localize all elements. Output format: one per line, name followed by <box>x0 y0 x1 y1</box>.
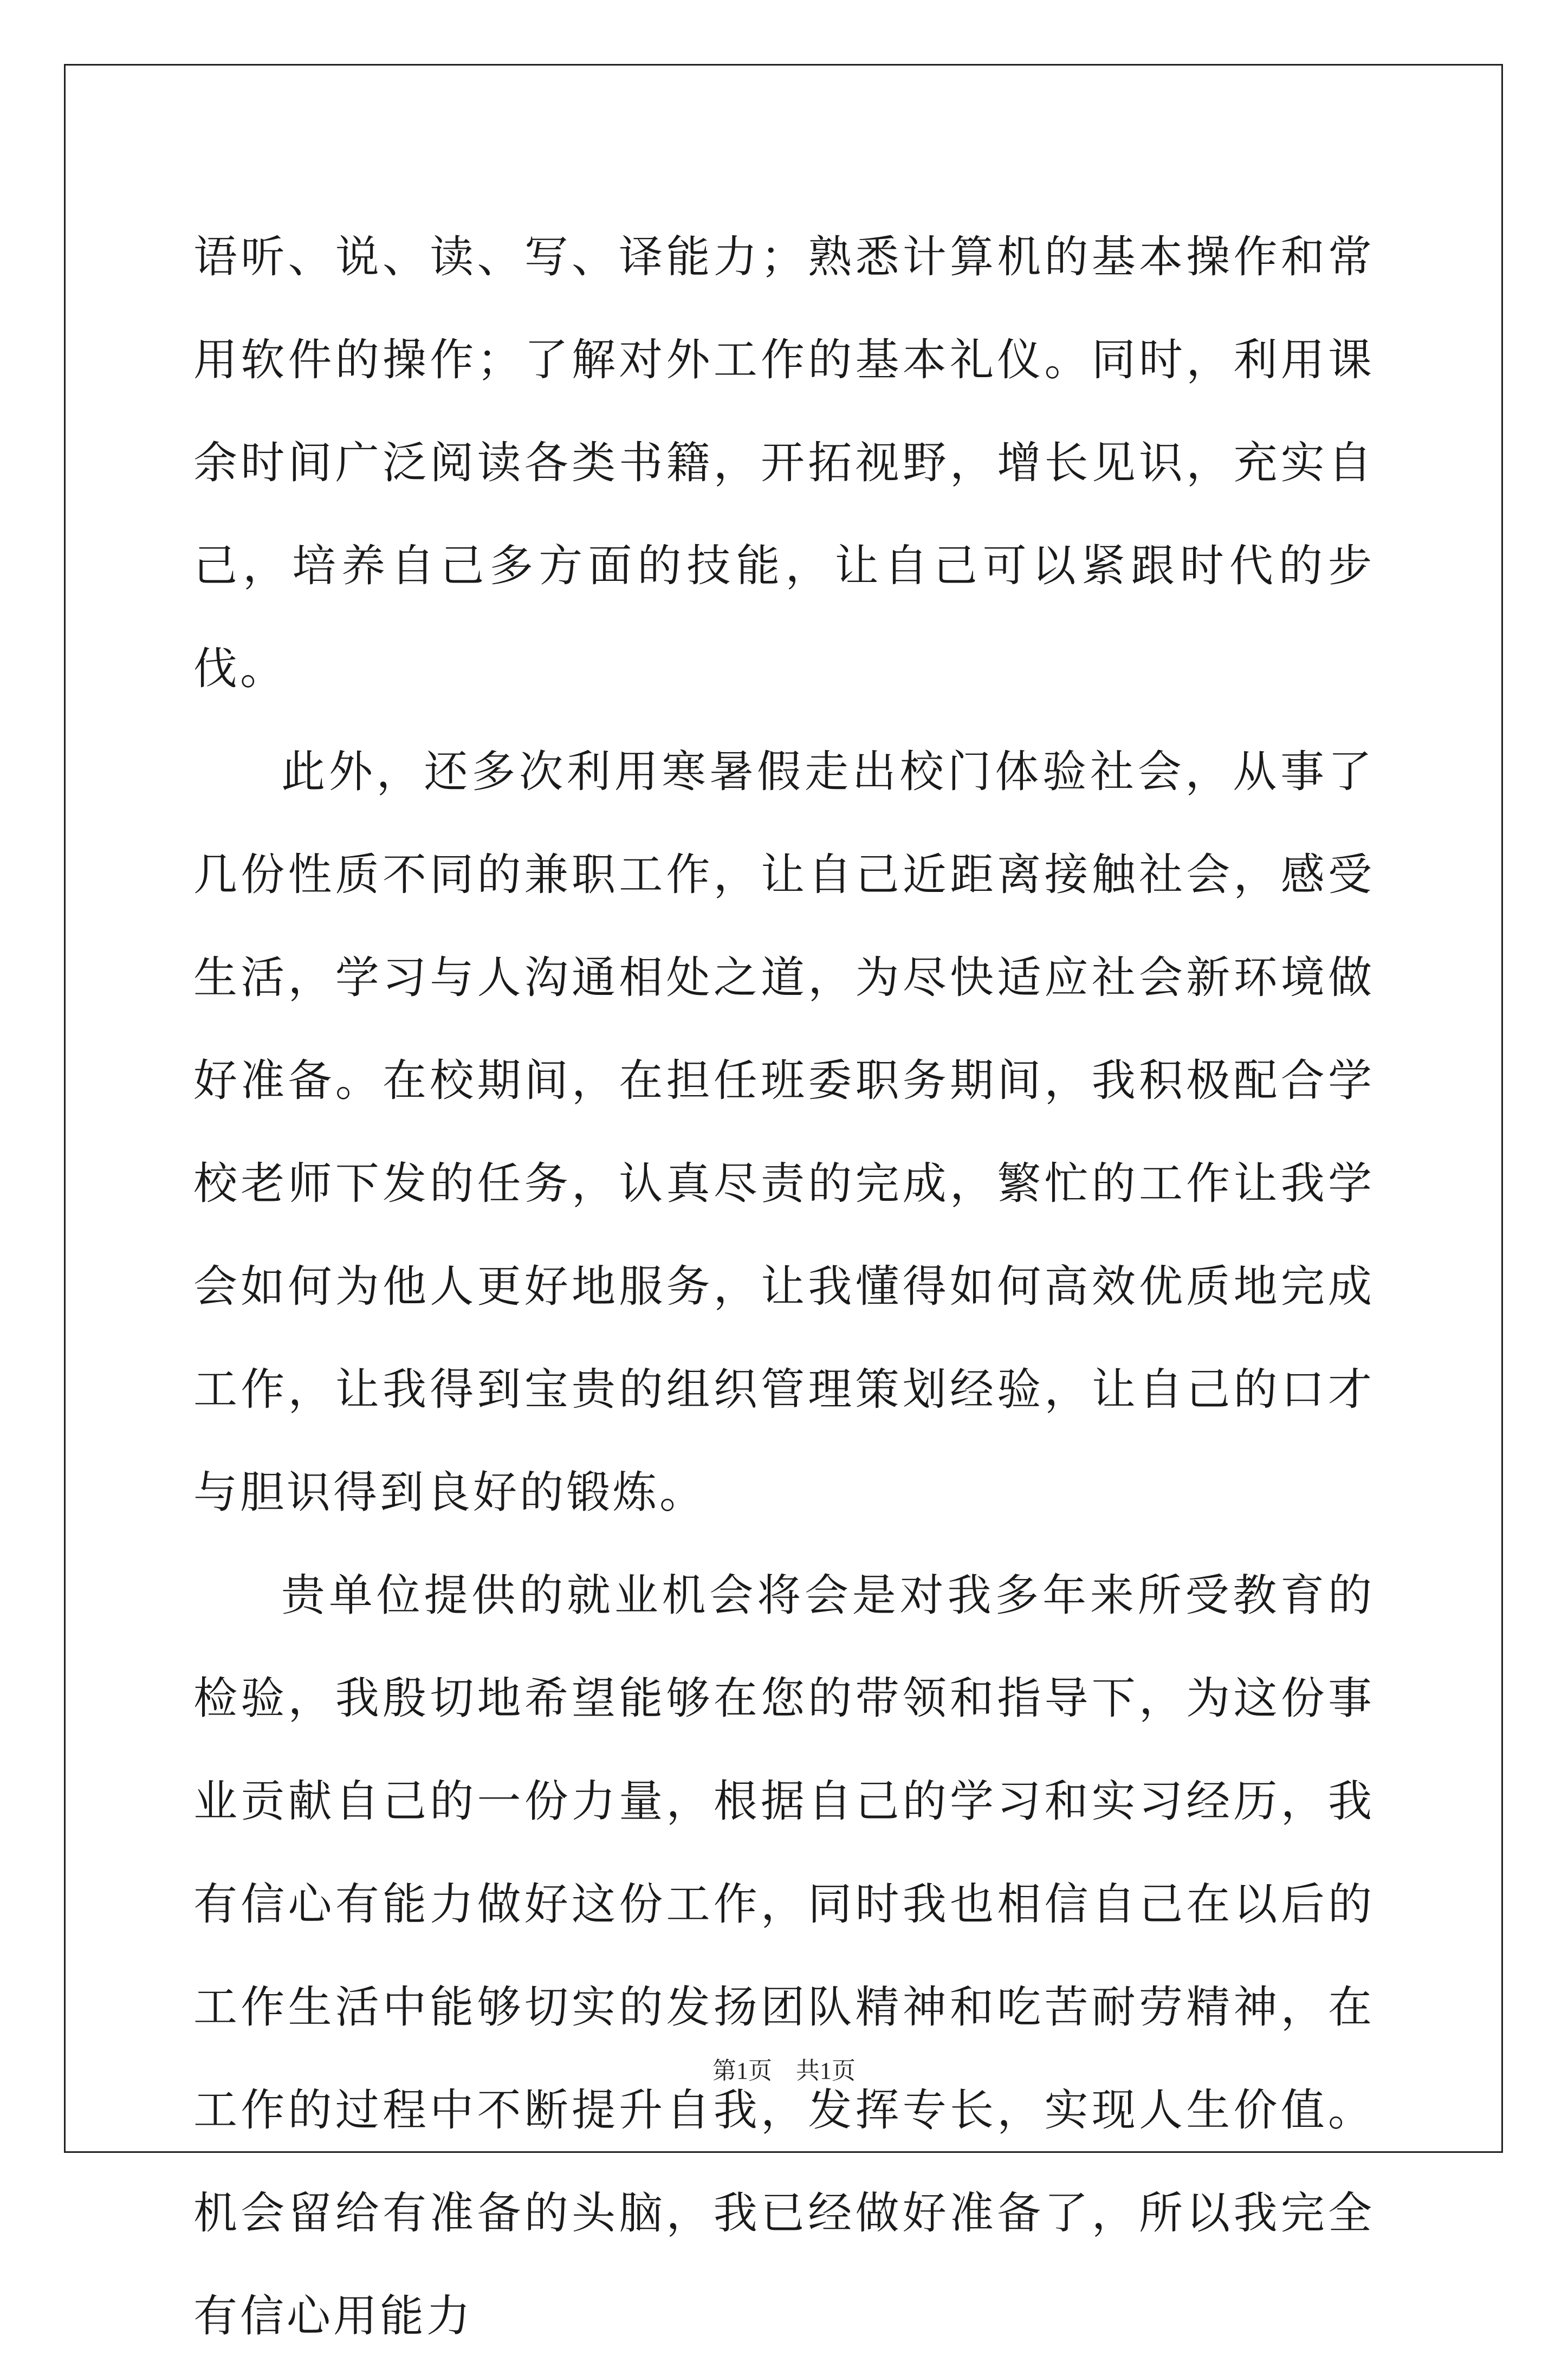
paragraph-2: 此外，还多次利用寒暑假走出校门体验社会，从事了几份性质不同的兼职工作，让自己近距离接触社会，感受生活，学习与人沟通相处之道，为尽快适应社会新环境做好准备。在校期间，在担任班委职务期间，我积极配合学校老师下发的任务，认真尽责的完成，繁忙的工作让我学会如何为他人更好地服务，让我懂得如何高效优质地完成工作，让我得到宝贵的组织管理策划经验，让自己的口才与胆识得到良好的锻炼。 <box>193 747 1375 1518</box>
document-body <box>193 206 1375 2368</box>
page-footer: 第1页 共1页 <box>712 2058 856 2084</box>
paragraph-3: 贵单位提供的就业机会将会是对我多年来所受教育的检验，我殷切地希望能够在您的带领和指导下，为这份事业贡献自己的一份力量，根据自己的学习和实习经历，我有信心有能力做好这份工作，同时我也相信自己在以后的工作生活中能够切实的发扬团队精神和吃苦耐劳精神，在工作的过程中不断提升自我，发挥专长，实现人生价值。机会留给有准备的头脑，我已经做好准备了，所以我完全有信心用能力 <box>193 1570 1375 2342</box>
paragraph-1: 语听、说、读、写、译能力；熟悉计算机的基本操作和常用软件的操作；了解对外工作的基本礼仪。同时，利用课余时间广泛阅读各类书籍，开拓视野，增长见识，充实自己，培养自己多方面的技能，让自己可以紧跟时代的步伐。 <box>193 232 1375 695</box>
